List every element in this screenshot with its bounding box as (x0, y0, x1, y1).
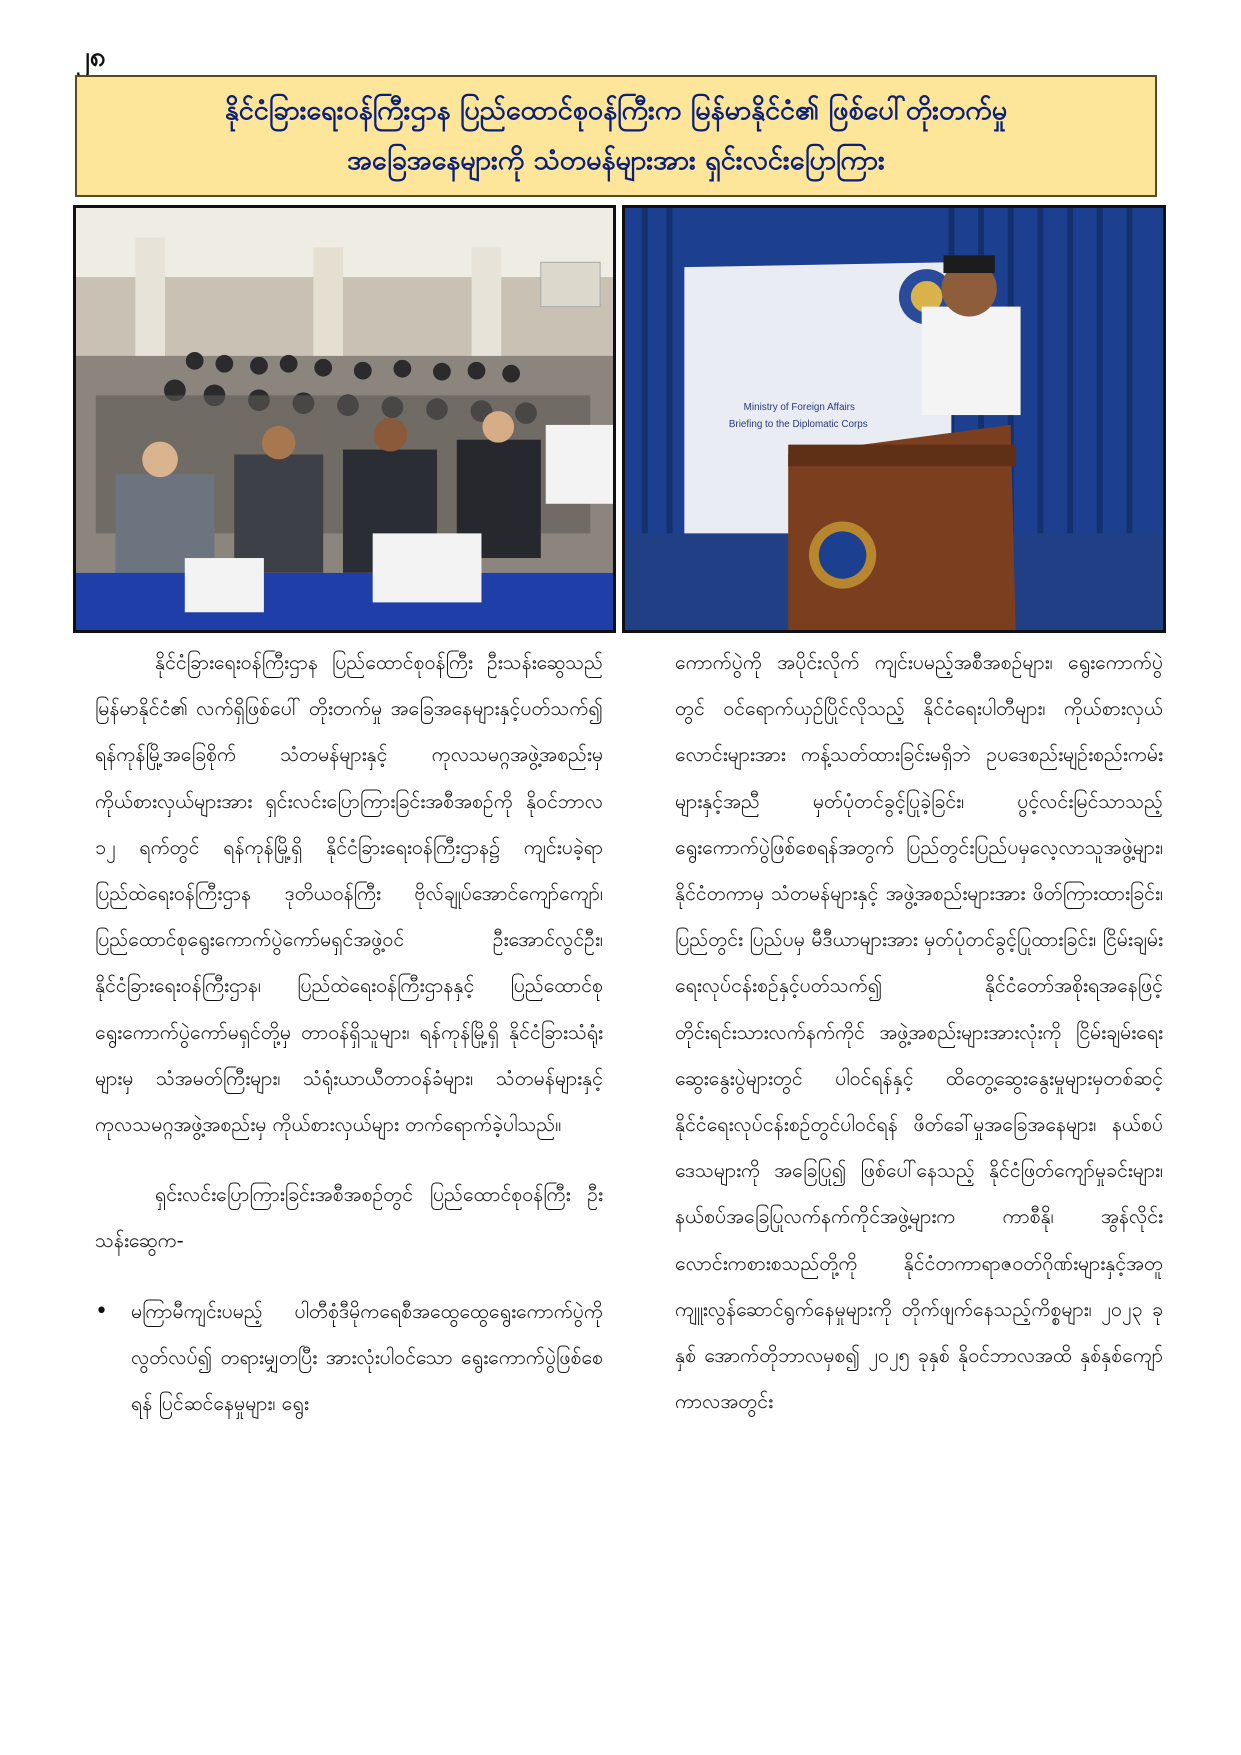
headline-box (75, 75, 1157, 197)
slide-title-line-2: Briefing to the Diplomatic Corps (728, 418, 868, 430)
body-column-left (95, 640, 603, 1427)
slide-title-line-1: Ministry of Foreign Affairs (743, 402, 855, 414)
bullet-marker: • (95, 1298, 108, 1324)
headline-line-1: နိုင်ငံခြားရေးဝန်ကြီးဌာန ပြည်ထောင်စုဝန်ကြီးက မြန်မာနိုင်ငံ၏ ဖြစ်ပေါ်တိုးတက်မှု (224, 95, 1008, 126)
photo-speaker (622, 205, 1166, 633)
paragraph-intro: နိုင်ငံခြားရေးဝန်ကြီးဌာန ပြည်ထောင်စုဝန်ကြီး ဦးသန်းဆွေသည် မြန်မာနိုင်ငံ၏ လက်ရှိဖြစ်ပေါ် တိုးတက်မှု အခြေအနေများနှင့်ပတ်သက်၍ ရန်ကုန်မြို့အခြေစိုက် သံတမန်များနှင့် ကုလသမဂ္ဂအဖွဲ့အစည်းမှ ကိုယ်စားလှယ်များအား ရှင်းလင်းပြောကြားခြင်းအစီအစဉ်ကို နိုဝင်ဘာလ ၁၂ ရက်တွင် ရန်ကုန်မြို့ရှိ နိုင်ငံခြားရေးဝန်ကြီးဌာန၌ ကျင်းပခဲ့ရာ ပြည်ထဲရေးဝန်ကြီးဌာန ဒုတိယဝန်ကြီး ဗိုလ်ချုပ်အောင်ကျော်ကျော်၊ ပြည်ထောင်စုရွေးကောက်ပွဲကော်မရှင်အဖွဲ့ဝင် ဦးအောင်လွင်ဦး၊ နိုင်ငံခြားရေးဝန်ကြီးဌာန၊ ပြည်ထဲရေးဝန်ကြီးဌာနနှင့် ပြည်ထောင်စုရွေးကောက်ပွဲကော်မရှင်တို့မှ တာဝန်ရှိသူများ၊ ရန်ကုန်မြို့ရှိ နိုင်ငံခြားသံရုံးများမှ သံအမတ်ကြီးများ၊ သံရုံးယာယီတာဝန်ခံများ၊ သံတမန်များနှင့် ကုလသမဂ္ဂအဖွဲ့အစည်းမှ ကိုယ်စားလှယ်များ တက်ရောက်ခဲ့ပါသည်။ (95, 651, 603, 1137)
list-item (95, 1289, 603, 1428)
photo-audience (73, 205, 616, 633)
paragraph-continued: ကောက်ပွဲကို အပိုင်းလိုက် ကျင်းပမည့်အစီအစဉ်များ၊ ရွေးကောက်ပွဲတွင် ဝင်ရောက်ယှဉ်ပြိုင်လိုသည့် နိုင်ငံရေးပါတီများ၊ ကိုယ်စားလှယ်လောင်းများအား ကန့်သတ်ထားခြင်းမရှိဘဲ ဥပဒေစည်းမျဉ်းစည်းကမ်းများနှင့်အညီ မှတ်ပုံတင်ခွင့်ပြုခဲ့ခြင်း၊ ပွင့်လင်းမြင်သာသည့် ရွေးကောက်ပွဲဖြစ်စေရန်အတွက် ပြည်တွင်းပြည်ပမှလေ့လာသူအဖွဲ့များ၊ နိုင်ငံတကာမှ သံတမန်များနှင့် အဖွဲ့အစည်းများအား ဖိတ်ကြားထားခြင်း၊ ပြည်တွင်း ပြည်ပမှ မီဒီယာများအား မှတ်ပုံတင်ခွင့်ပြုထားခြင်း၊ ငြိမ်းချမ်းရေးလုပ်ငန်းစဉ်နှင့်ပတ်သက်၍ နိုင်ငံတော်အစိုးရအနေဖြင့် တိုင်းရင်းသားလက်နက်ကိုင် အဖွဲ့အစည်းများအားလုံးကို ငြိမ်းချမ်းရေးဆွေးနွေးပွဲများတွင် ပါဝင်ရန်နှင့် ထိတွေ့ဆွေးနွေးမှုများမှတစ်ဆင့် နိုင်ငံရေးလုပ်ငန်းစဉ်တွင်ပါဝင်ရန် ဖိတ်ခေါ်မှုအခြေအနေများ၊ နယ်စပ်ဒေသများကို အခြေပြု၍ ဖြစ်ပေါ်နေသည့် နိုင်ငံဖြတ်ကျော်မှုခင်းများ၊ နယ်စပ်အခြေပြုလက်နက်ကိုင်အဖွဲ့များက ကာစီနို၊ အွန်လိုင်းလောင်းကစားစသည်တို့ကို နိုင်ငံတကာရာဇဝတ်ဂိုဏ်းများနှင့်အတူ ကျူးလွန်ဆောင်ရွက်နေမှုများကို တိုက်ဖျက်နေသည့်ကိစ္စများ၊ ၂၀၂၃ ခုနှစ် အောက်တိုဘာလမှစ၍ ၂၀၂၅ ခုနှစ် နိုဝင်ဘာလအထိ နှစ်နှစ်ကျော်ကာလအတွင်း (675, 651, 1163, 1414)
body-column-right (675, 640, 1163, 1425)
photo-speaker-illustration (625, 208, 1163, 630)
photo-audience-illustration (76, 208, 613, 630)
paragraph-briefing: ရှင်းလင်းပြောကြားခြင်းအစီအစဉ်တွင် ပြည်ထောင်စုဝန်ကြီး ဦးသန်းဆွေက- (95, 1183, 603, 1253)
headline-line-2: အခြေအနေများကို သံတမန်များအား ရှင်းလင်းပြောကြား (347, 145, 885, 176)
page-number: ၂၈ (76, 40, 106, 73)
bullet-text: မကြာမီကျင်းပမည့် ပါတီစုံဒီမိုကရေစီအထွေထွေရွေးကောက်ပွဲကို လွတ်လပ်၍ တရားမျှတပြီး အားလုံးပါဝင်သော ရွေးကောက်ပွဲဖြစ်စေရန် ပြင်ဆင်နေမှုများ၊ ရွေး (131, 1299, 603, 1416)
